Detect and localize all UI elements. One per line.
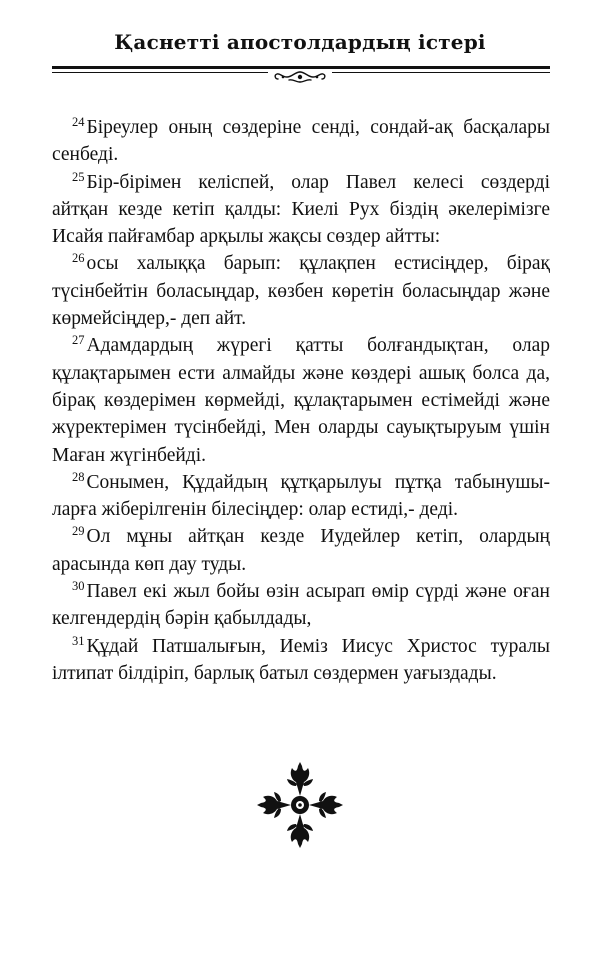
verse-26	[52, 250, 550, 332]
verse-number: 29	[72, 524, 85, 539]
verse-text: Бір-бірімен келіспей, олар Павел келесі сөздерді айтқан кезде кетіп қалды: Киелі Рух біздің әкелерімізге Исайя пайғамбар арқылы жақсы сөздер айтты:	[52, 171, 550, 248]
verse-text: осы халыққа барып: құлақпен естисіңдер, бірақ түсінбейтін боласыңдар, көзбен көретін боласыңдар және көрмейсіңдер,- деп айт.	[52, 253, 550, 330]
verse-number: 31	[72, 633, 85, 648]
verse-text: Сонымен, Құдайдың құтқарылуы пұтқа табынушы-ларға жіберілгенін білесіңдер: олар естиді,- деді.	[52, 471, 550, 521]
verse-number: 26	[72, 251, 85, 266]
verse-number: 24	[72, 115, 85, 129]
page-header-title: Қаснетті апостолдардың істері	[114, 30, 486, 54]
verse-number: 25	[72, 169, 85, 184]
verse-29	[52, 523, 550, 578]
verse-number: 30	[72, 579, 85, 594]
verse-number: 28	[72, 469, 85, 484]
verse-text: Адамдардың жүрегі қатты болғандықтан, олар құлақтарымен ести алмайды және көздері ашық болса да, бірақ көздерімен көрмейді, құлақтарымен естімейді және жүректерімен түсінбейді, Мен оларды сауықтыруым үшін Маған жүгінбейді.	[52, 335, 550, 466]
verse-number: 27	[72, 333, 85, 348]
verse-30	[52, 578, 550, 633]
verse-27	[52, 332, 550, 468]
verse-text: Ол мұны айтқан кезде Иудейлер кетіп, олардың арасында көп дау туды.	[52, 526, 550, 575]
verse-text: Құдай Патшалығын, Иеміз Иисус Христос туралы ілтипат білдіріп, барлық батыл сөздермен уағыздады.	[52, 635, 550, 684]
floral-cross-ornament-icon	[255, 760, 345, 850]
verse-text: Біреулер оның сөздеріне сенді, сондай-ақ басқалары сенбеді.	[52, 117, 550, 166]
verse-24	[52, 114, 550, 169]
scroll-ornament-icon	[268, 69, 332, 85]
verse-25	[52, 169, 550, 251]
verse-31	[52, 633, 550, 688]
verse-28	[52, 469, 550, 524]
verse-text: Павел екі жыл бойы өзін асырап өмір сүрді және оған келгендердің бәрін қабылдады,	[52, 581, 550, 630]
verse-list	[52, 114, 550, 687]
